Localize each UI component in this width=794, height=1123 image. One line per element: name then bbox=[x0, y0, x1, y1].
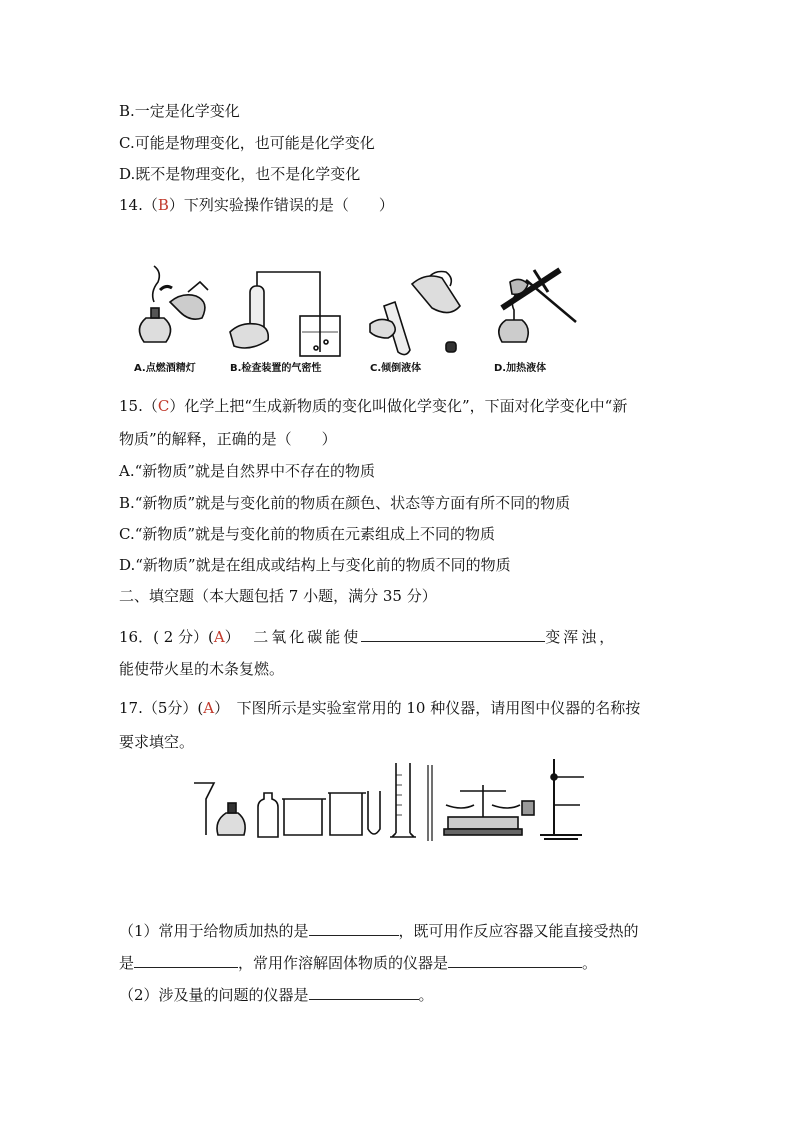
airtightness-check-illustration bbox=[230, 272, 340, 356]
q17-answer: A bbox=[203, 699, 215, 717]
alcohol-lamp bbox=[217, 813, 245, 835]
iron-stand bbox=[540, 759, 582, 839]
q15-stem-line1: 15.（C）化学上把“生成新物质的变化叫做化学变化”，下面对化学变化中“新 bbox=[119, 397, 628, 415]
q17-part1-line1: （1）常用于给物质加热的是 ，既可用作反应容器又能直接受热的 bbox=[119, 919, 639, 941]
q14-caption-d: D.加热液体 bbox=[494, 363, 547, 374]
q15-option-a: A.“新物质”就是自然界中不存在的物质 bbox=[119, 462, 375, 480]
q17-blank-dissolve[interactable] bbox=[448, 951, 582, 968]
q16-line2: 能使带火星的木条复燃。 bbox=[119, 660, 285, 678]
q13-option-c: C.可能是物理变化，也可能是化学变化 bbox=[119, 134, 375, 152]
q14-caption-b: B.检查装置的气密性 bbox=[230, 363, 322, 374]
beaker-large bbox=[282, 799, 326, 835]
q13-option-d: D.既不是物理变化，也不是化学变化 bbox=[119, 165, 361, 183]
q15-option-d: D.“新物质”就是在组成或结构上与变化前的物质不同的物质 bbox=[119, 556, 511, 574]
heat-liquid-illustration bbox=[499, 270, 576, 342]
q16-answer: A bbox=[213, 628, 225, 646]
glass-rod bbox=[428, 765, 432, 841]
q15-stem-line2: 物质”的解释，正确的是（ ） bbox=[119, 430, 337, 448]
beaker-small bbox=[328, 793, 366, 835]
q17-instruments-figure bbox=[192, 755, 592, 841]
q14-answer: B bbox=[157, 196, 169, 214]
section-heading: 二、填空题（本大题包括 7 小题，满分 35 分） bbox=[119, 587, 437, 605]
q15-answer: C bbox=[157, 397, 170, 415]
q13-option-b: B.一定是化学变化 bbox=[119, 102, 240, 120]
q17-blank-measurement[interactable] bbox=[309, 983, 419, 1000]
q17-blank-heating[interactable] bbox=[309, 919, 399, 936]
q14-stem: 14.（B）下列实验操作错误的是（ ） bbox=[119, 196, 394, 214]
q15-option-c: C.“新物质”就是与变化前的物质在元素组成上不同的物质 bbox=[119, 525, 496, 543]
q15-option-b: B.“新物质”就是与变化前的物质在颜色、状态等方面有所不同的物质 bbox=[119, 494, 571, 512]
measuring-cylinder bbox=[390, 763, 416, 837]
q17-part2: （2）涉及量的问题的仪器是 。 bbox=[119, 983, 434, 1005]
funnel-illustration bbox=[194, 783, 214, 835]
q14-caption-a: A.点燃酒精灯 bbox=[134, 363, 196, 374]
q14-caption-c: C.倾倒液体 bbox=[370, 363, 422, 374]
test-tube bbox=[368, 791, 380, 834]
alcohol-lamp-illustration bbox=[139, 266, 208, 342]
q14-figure bbox=[130, 262, 580, 377]
reagent-bottle bbox=[258, 793, 278, 837]
q17-stem-line2: 要求填空。 bbox=[119, 733, 195, 751]
q17-part1-line2: 是 ，常用作溶解固体物质的仪器是 。 bbox=[119, 951, 597, 973]
pour-liquid-illustration bbox=[370, 272, 460, 355]
q16-line1: 16．( 2 分）(A） 二氧化碳能使 变浑浊， bbox=[119, 625, 617, 647]
q16-blank[interactable] bbox=[361, 625, 545, 642]
q17-stem-line1: 17.（5分）(A） 下图所示是实验室常用的 10 种仪器，请用图中仪器的名称按 bbox=[119, 699, 641, 717]
q17-blank-reaction-vessel[interactable] bbox=[134, 951, 238, 968]
